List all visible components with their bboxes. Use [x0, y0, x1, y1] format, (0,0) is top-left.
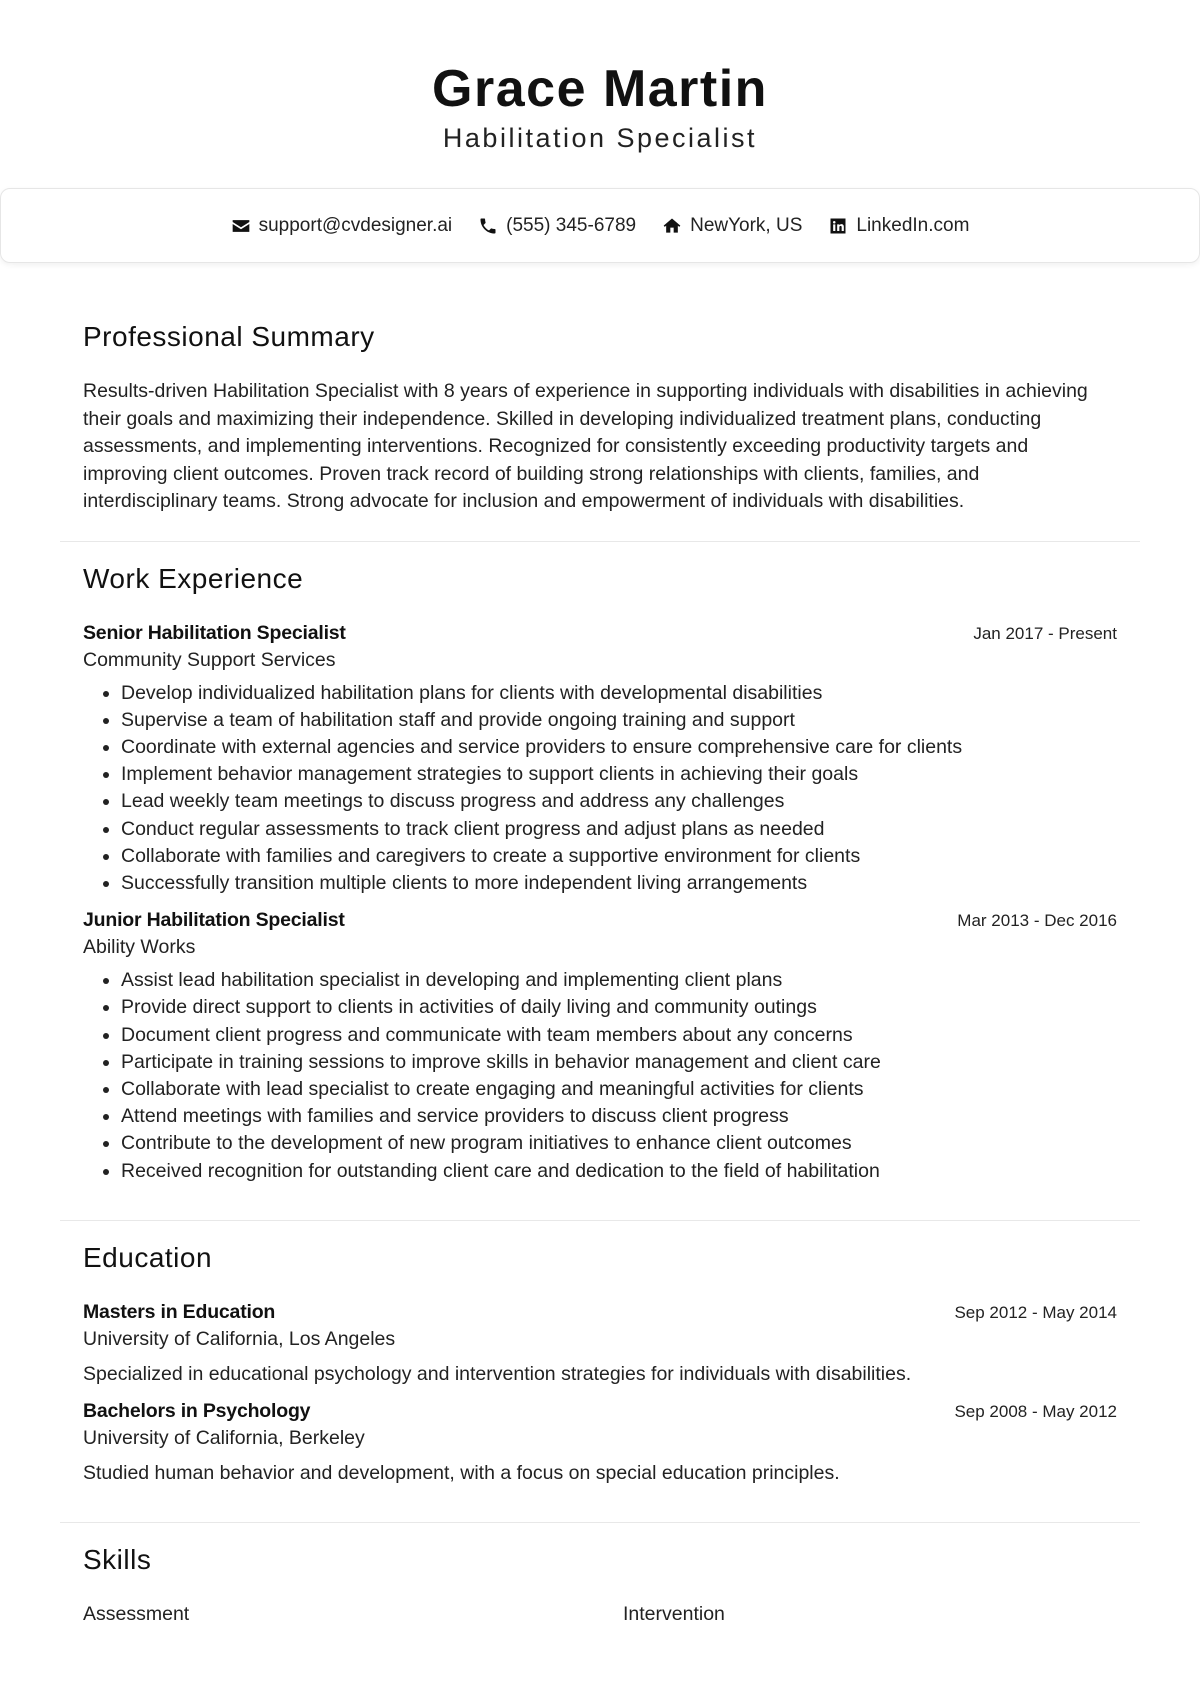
- job-bullet: • Successfully transition multiple clients to more independent living arrangements: [121, 870, 1117, 897]
- candidate-name: Grace Martin: [432, 60, 768, 118]
- summary-text: Results-driven Habilitation Specialist with 8 years of experience in supporting individuals with disabilities in achieving their goals and maximizing their independence. Skilled in developing individualized treatment plans, conducting assessments, and implementing interventions. Recognized for consistently exceeding productivity targets and improving client outcomes. Proven track record of building strong relationships with clients, families, and interdisciplinary teams. Strong advocate for inclusion and empowerment of individuals with disabilities.: [83, 380, 1088, 512]
- contact-location: [662, 215, 802, 237]
- job-bullet: • Supervise a team of habilitation staff and provide ongoing training and support: [121, 707, 1117, 734]
- envelope-icon: [231, 216, 251, 236]
- school-name: University of California, Los Angeles: [83, 1327, 396, 1350]
- job-bullet: • Develop individualized habilitation plans for clients with developmental disabilities: [121, 680, 1117, 707]
- education-entry: [83, 1299, 1117, 1388]
- job-dates: Jan 2017 - Present: [973, 623, 1117, 643]
- skill-item: Assessment: [83, 1602, 190, 1625]
- job-bullet: • Collaborate with families and caregivers to create a supportive environment for clients: [121, 843, 1117, 870]
- job-company: Community Support Services: [83, 648, 336, 671]
- contact-email[interactable]: [231, 215, 453, 237]
- job-bullet: • Coordinate with external agencies and service providers to ensure comprehensive care for clients: [121, 734, 1117, 761]
- job-entry: [83, 907, 1117, 1185]
- contact-phone[interactable]: [478, 215, 636, 237]
- location-text: NewYork, US: [690, 214, 803, 236]
- phone-icon: [478, 216, 498, 236]
- education-section: [60, 1221, 1140, 1523]
- skill-item: Intervention: [623, 1602, 725, 1625]
- job-bullet: • Lead weekly team meetings to discuss progress and address any challenges: [121, 788, 1117, 815]
- education-dates: Sep 2012 - May 2014: [954, 1302, 1117, 1322]
- job-bullet: • Conduct regular assessments to track client progress and adjust plans as needed: [121, 816, 1117, 843]
- summary-title: Professional Summary: [83, 321, 375, 352]
- linkedin-icon: [828, 216, 848, 236]
- education-description: Studied human behavior and development, with a focus on special education principles.: [83, 1461, 840, 1484]
- job-bullet: • Received recognition for outstanding client care and dedication to the field of habilitation: [121, 1158, 1117, 1185]
- job-bullet: • Contribute to the development of new program initiatives to enhance client outcomes: [121, 1130, 1117, 1157]
- linkedin-text: LinkedIn.com: [856, 214, 970, 236]
- skills-title: Skills: [83, 1543, 152, 1575]
- job-bullet: • Provide direct support to clients in activities of daily living and community outings: [121, 994, 1117, 1021]
- job-bullet: • Document client progress and communicate with team members about any concerns: [121, 1022, 1117, 1049]
- home-icon: [662, 216, 682, 236]
- degree-title: Bachelors in Psychology: [83, 1399, 311, 1422]
- job-dates: Mar 2013 - Dec 2016: [957, 911, 1117, 931]
- contact-bar: [0, 188, 1200, 263]
- degree-title: Masters in Education: [83, 1300, 276, 1323]
- summary-section: [60, 300, 1140, 542]
- work-title: Work Experience: [83, 562, 304, 594]
- education-entry: [83, 1398, 1117, 1487]
- education-title: Education: [83, 1241, 213, 1273]
- education-description: Specialized in educational psychology and intervention strategies for individuals with disabilities.: [83, 1362, 912, 1385]
- job-bullet: • Collaborate with lead specialist to create engaging and meaningful activities for clients: [121, 1076, 1117, 1103]
- contact-linkedin[interactable]: [828, 215, 969, 237]
- job-company: Ability Works: [83, 936, 196, 959]
- job-bullet: • Participate in training sessions to improve skills in behavior management and client care: [121, 1049, 1117, 1076]
- job-entry: [83, 620, 1117, 898]
- job-bullets: [121, 967, 1117, 1185]
- email-text: support@cvdesigner.ai: [258, 214, 453, 236]
- job-title: Junior Habilitation Specialist: [83, 909, 345, 932]
- job-bullet: • Implement behavior management strategies to support clients in achieving their goals: [121, 761, 1117, 788]
- candidate-role: Habilitation Specialist: [442, 123, 758, 153]
- job-bullet: • Assist lead habilitation specialist in developing and implementing client plans: [121, 967, 1117, 994]
- job-bullets: [121, 680, 1117, 898]
- job-bullet: • Attend meetings with families and service providers to discuss client progress: [121, 1103, 1117, 1130]
- education-dates: Sep 2008 - May 2012: [954, 1401, 1117, 1421]
- school-name: University of California, Berkeley: [83, 1426, 365, 1449]
- resume-header: [0, 0, 1200, 154]
- resume-body: [60, 300, 1140, 1653]
- job-title: Senior Habilitation Specialist: [83, 621, 346, 644]
- skills-grid: [83, 1601, 1117, 1628]
- skills-section: [60, 1523, 1140, 1653]
- phone-text: (555) 345-6789: [506, 214, 637, 236]
- work-section: [60, 542, 1140, 1221]
